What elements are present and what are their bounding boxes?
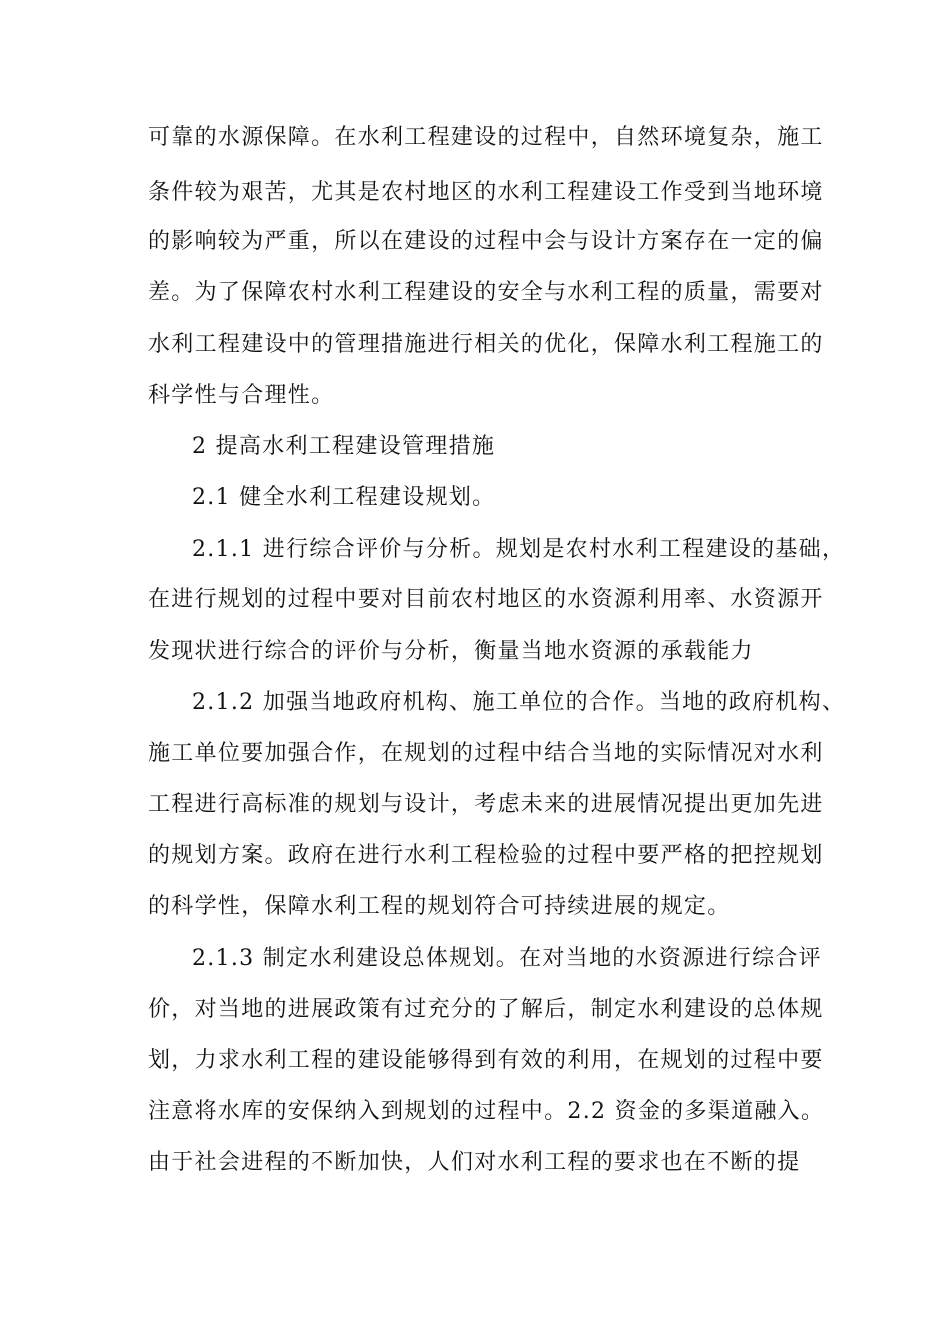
paragraph-line: 2.1.3 制定水利建设总体规划。在对当地的水资源进行综合评 — [192, 946, 822, 971]
paragraph-line: 在进行规划的过程中要对目前农村地区的水资源利用率、水资源开 — [148, 587, 824, 612]
subsection-heading: 2.1 健全水利工程建设规划。 — [192, 485, 496, 510]
paragraph-line: 的影响较为严重，所以在建设的过程中会与设计方案存在一定的偏 — [148, 229, 824, 254]
paragraph-line: 施工单位要加强合作，在规划的过程中结合当地的实际情况对水利 — [148, 741, 824, 766]
paragraph-line: 工程进行高标准的规划与设计，考虑未来的进展情况提出更加先进 — [148, 792, 824, 817]
paragraph-line: 划，力求水利工程的建设能够得到有效的利用，在规划的过程中要 — [148, 1048, 824, 1073]
paragraph-line: 注意将水库的安保纳入到规划的过程中。2.2 资金的多渠道融入。 — [148, 1099, 825, 1124]
paragraph-line: 2.1.2 加强当地政府机构、施工单位的合作。当地的政府机构、 — [192, 690, 846, 715]
paragraph-line: 差。为了保障农村水利工程建设的安全与水利工程的质量，需要对 — [148, 280, 824, 305]
paragraph-line: 水利工程建设中的管理措施进行相关的优化，保障水利工程施工的 — [148, 332, 824, 357]
paragraph-line: 的规划方案。政府在进行水利工程检验的过程中要严格的把控规划 — [148, 843, 824, 868]
paragraph-line: 可靠的水源保障。在水利工程建设的过程中，自然环境复杂，施工 — [148, 125, 824, 150]
paragraph-line: 科学性与合理性。 — [148, 383, 335, 408]
paragraph-line: 的科学性，保障水利工程的规划符合可持续进展的规定。 — [148, 894, 731, 919]
paragraph-line: 条件较为艰苦，尤其是农村地区的水利工程建设工作受到当地环境 — [148, 180, 824, 205]
paragraph-line: 2.1.1 进行综合评价与分析。规划是农村水利工程建设的基础， — [192, 537, 846, 562]
section-heading: 2 提高水利工程建设管理措施 — [192, 434, 496, 459]
paragraph-line: 发现状进行综合的评价与分析，衡量当地水资源的承载能力 — [148, 639, 754, 664]
paragraph-line: 价，对当地的进展政策有过充分的了解后，制定水利建设的总体规 — [148, 997, 824, 1022]
paragraph-line: 由于社会进程的不断加快，人们对水利工程的要求也在不断的提 — [148, 1150, 801, 1175]
